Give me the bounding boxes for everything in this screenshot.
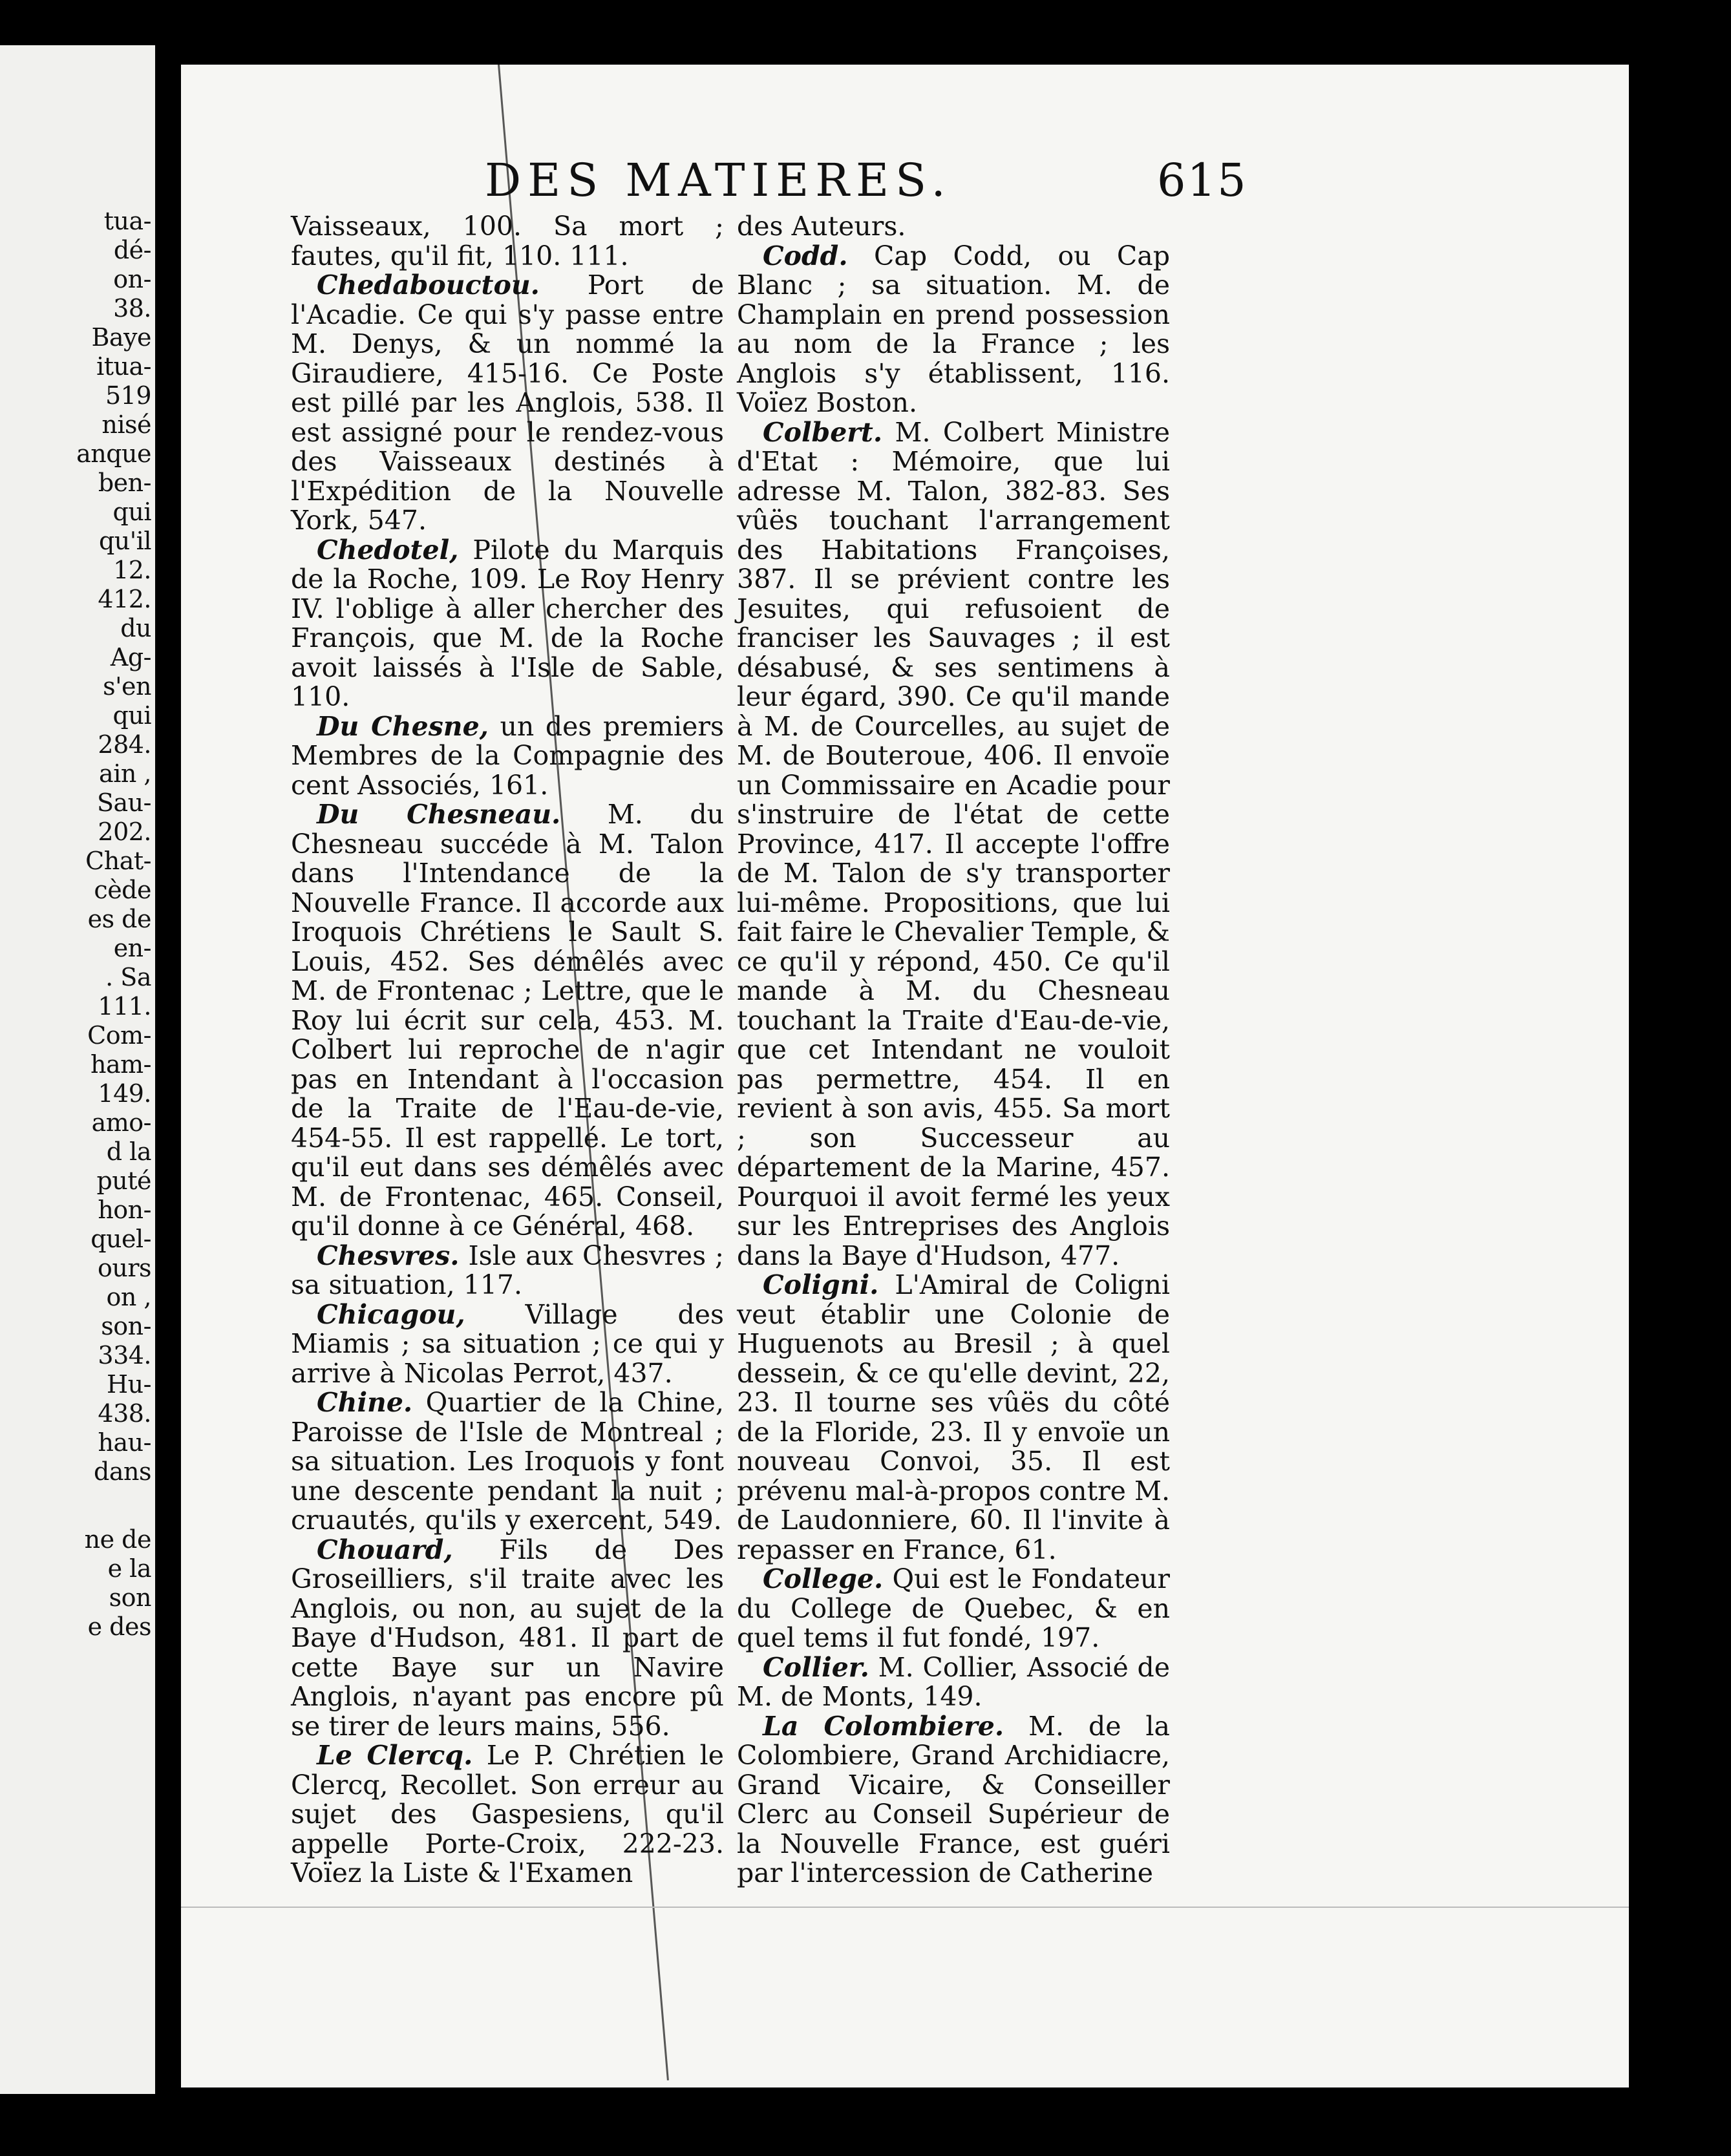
index-entry-heading: Chicagou, [317, 1298, 465, 1330]
facing-page-fragment-line: ne de [84, 1525, 151, 1554]
running-header [181, 154, 1629, 206]
facing-page-fragment-line: quel- [90, 1225, 151, 1253]
facing-page-fragment-line: qui [112, 498, 151, 526]
index-entry-text: Le P. Chrétien le Clercq, Recollet. Son erreur au sujet des Gaspesiens, qu'il appelle Porte-Croix, 222-23. Voïez la Liste & l'Examen [291, 1740, 724, 1888]
index-entry-heading: Colbert. [763, 416, 883, 448]
index-entry [737, 418, 1170, 1271]
index-entry-text: Port de l'Acadie. Ce qui s'y passe entre M. Denys, & un nommé la Giraudiere, 415-16. Ce Poste est pillé par les Anglois, 538. Il est assigné pour le rendez-vous des Vaisseaux destinés à l'Expédition de la Nouvelle York, 547. [291, 270, 724, 536]
index-entry-text: L'Amiral de Coligni veut établir une Colonie de Huguenots au Bresil ; à quel dessein, & ce qu'elle devint, 22, 23. Il tourne ses vûës du côté de la Floride, 23. Il y envoïe un nouveau Convoi, 35. Il est prévenu mal-à-propos contre M. de Laudonniere, 60. Il l'invite à repasser en France, 61. [737, 1269, 1170, 1565]
index-entry-heading: Chedotel, [317, 534, 459, 565]
facing-page-fragment-line: on , [106, 1283, 151, 1311]
facing-page-fragment-line: son- [101, 1312, 151, 1340]
index-entry-text: M. de la Colombiere, Grand Archidiacre, Grand Vicaire, & Conseiller Clerc au Conseil Supérieur de la Nouvelle France, est guéri par l'intercession de Catherine [737, 1710, 1170, 1888]
index-entry-text: Cap Codd, ou Cap Blanc ; sa situation. M. de Champlain en prend possession au nom de la France ; les Anglois s'y établissent, 116. Voïez Boston. [737, 240, 1170, 418]
facing-page-fragment-line: nisé [101, 410, 151, 439]
facing-page-fragment-line: cède [94, 876, 151, 904]
index-entry [737, 242, 1170, 418]
index-entry-heading: Du Chesne, [317, 710, 489, 742]
facing-page-fragment-line: ain , [99, 759, 151, 788]
facing-page-fragment-line: e des [87, 1612, 151, 1641]
index-entry-heading: Chine. [317, 1387, 413, 1418]
index-entry-heading: Collier. [763, 1651, 869, 1683]
facing-page-fragment-line: amo- [91, 1108, 151, 1137]
facing-page-fragment-line: es de [87, 905, 151, 933]
index-entry-heading: College. [763, 1563, 884, 1594]
index-entry [291, 1242, 724, 1300]
left-column [291, 212, 724, 1888]
facing-page-fragment-line: e la [107, 1554, 151, 1583]
index-entry [291, 800, 724, 1242]
index-entry [737, 1712, 1170, 1888]
page-title: DES MATIERES. [485, 154, 952, 207]
facing-page-fragment-line: 149. [98, 1079, 151, 1108]
index-entry-text: Qui est le Fondateur du College de Quebec, & en quel tems il fut fondé, 197. [737, 1563, 1170, 1653]
index-entry-text: Isle aux Chesvres ; sa situation, 117. [291, 1240, 724, 1300]
facing-page-fragment-line: 334. [98, 1341, 151, 1369]
index-entry [291, 212, 724, 271]
index-entry [291, 712, 724, 801]
facing-page-fragment-line: Com- [87, 1021, 151, 1050]
index-entry-heading: Coligni. [763, 1269, 879, 1300]
facing-page-fragment-line: hon- [98, 1196, 151, 1224]
facing-page-fragment-line: 38. [113, 294, 151, 322]
facing-page-fragment-line: itua- [96, 352, 151, 381]
index-entry-heading: Chedabouctou. [317, 270, 540, 301]
facing-page-fragment-line: ben- [98, 469, 151, 497]
facing-page-fragment-line: qui [112, 701, 151, 730]
facing-page-fragment-line: 202. [98, 818, 151, 846]
facing-page-fragment-line: on- [113, 265, 151, 293]
index-entry [291, 1741, 724, 1888]
facing-page-fragment-line: tua- [103, 207, 151, 235]
facing-page-fragment-line: 111. [98, 992, 151, 1020]
index-entry [291, 1536, 724, 1742]
facing-page-fragment-line: s'en [103, 672, 151, 701]
index-entry-text: Pilote du Marquis de la Roche, 109. Le Roy Henry IV. l'oblige à aller chercher des François, que M. de la Roche avoit laissés à l'Isle de Sable, 110. [291, 534, 724, 712]
index-entry-heading: Le Clercq. [317, 1740, 473, 1771]
index-entry-heading: Chouard, [317, 1534, 453, 1565]
index-entry-heading: Codd. [763, 240, 848, 271]
index-entry [737, 1271, 1170, 1565]
index-entry [737, 1565, 1170, 1653]
facing-page-fragment-line: Sau- [96, 788, 151, 817]
facing-page-fragment-line: 284. [98, 730, 151, 759]
index-entry-text: M. du Chesneau succéde à M. Talon dans l'Intendance de la Nouvelle France. Il accorde aux Iroquois Chrétiens le Sault S. Louis, 452. Ses démêlés avec M. de Frontenac ; Lettre, que le Roy lui écrit sur cela, 453. M. Colbert lui reproche de n'agir pas en Intendant à l'occasion de la Traite de l'Eau-de-vie, 454-55. Il est rappellé. Le tort, qu'il eut dans ses démêlés avec M. de Frontenac, 465. Conseil, qu'il donne à ce Général, 468. [291, 799, 724, 1242]
index-entry [737, 1653, 1170, 1712]
index-entry-heading: La Colombiere. [763, 1710, 1004, 1742]
index-entry-heading: Chesvres. [317, 1240, 460, 1271]
right-column [737, 212, 1170, 1888]
facing-page-fragment-line: puté [96, 1167, 151, 1195]
index-entry-heading: Du Chesneau. [317, 799, 561, 830]
index-entry-text: un des premiers Membres de la Compagnie des cent Associés, 161. [291, 710, 724, 801]
facing-page-fragment-line: Ag- [110, 643, 151, 671]
index-entry-text: Vaisseaux, 100. Sa mort ; fautes, qu'il fit, 110. 111. [291, 211, 724, 271]
facing-page-fragment-line: ours [97, 1254, 151, 1282]
index-entry [291, 1300, 724, 1389]
facing-page-fragment-line: 12. [113, 556, 151, 584]
facing-page-fragment-line: Baye [91, 323, 151, 352]
facing-page-fragment-line: dans [94, 1457, 151, 1486]
index-entry [291, 1388, 724, 1536]
index-entry-text: M. Collier, Associé de M. de Monts, 149. [737, 1651, 1170, 1712]
facing-page-fragment-line: qu'il [98, 527, 151, 555]
facing-page-fragment-line: Chat- [85, 847, 151, 875]
index-entry-text: Village des Miamis ; sa situation ; ce qui y arrive à Nicolas Perrot, 437. [291, 1298, 724, 1389]
index-entry [291, 536, 724, 712]
index-entry [737, 212, 1170, 242]
facing-page-fragment-line: anque [76, 439, 151, 468]
facing-page-fragment-line: du [120, 614, 151, 642]
index-entry [291, 271, 724, 536]
facing-page-fragment-line: en- [113, 934, 151, 962]
index-entry-text: Quartier de la Chine, Paroisse de l'Isle de Montreal ; sa situation. Les Iroquois y font une descente pendant la nuit ; cruautés, qu'ils y exercent, 549. [291, 1387, 724, 1536]
book-page [181, 65, 1629, 2087]
facing-page-fragment-line: ham- [90, 1050, 151, 1079]
facing-page-fragment-line: son [109, 1583, 151, 1612]
index-entry-text: Fils de Des Groseilliers, s'il traite avec les Anglois, ou non, au sujet de la Baye d'Hudson, 481. Il part de cette Baye sur un Navire Anglois, n'ayant pas encore pû se tirer de leurs mains, 556. [291, 1534, 724, 1742]
facing-page-fragment [0, 45, 155, 2094]
facing-page-fragment-line: 519 [105, 381, 151, 410]
index-entry-text: M. Colbert Ministre d'Etat : Mémoire, que lui adresse M. Talon, 382-83. Ses vûës touchant l'arrangement des Habitations Françoises, 387. Il se prévient contre les Jesuites, qui refusoient de franciser les Sauvages ; il est désabusé, & ses sentimens à leur égard, 390. Ce qu'il mande à M. de Courcelles, au sujet de M. de Bouteroue, 406. Il envoïe un Commissaire en Acadie pour s'instruire de l'état de cette Province, 417. Il accepte l'offre de M. Talon de s'y transporter lui-même. Propositions, que lui fait faire le Chevalier Temple, & ce qu'il y répond, 450. Ce qu'il mande à M. du Chesneau touchant la Traite d'Eau-de-vie, que cet Intendant ne vouloit pas permettre, 454. Il en revient à son avis, 455. Sa mort ; son Successeur au département de la Marine, 457. Pourquoi il avoit fermé les yeux sur les Entreprises des Anglois dans la Baye d'Hudson, 477. [737, 416, 1170, 1271]
facing-page-fragment-line: dé- [113, 236, 151, 264]
page-number: 615 [1157, 154, 1248, 207]
facing-page-fragment-line: Hu- [107, 1370, 151, 1399]
index-entry-text: des Auteurs. [737, 211, 906, 242]
facing-page-fragment-line: 412. [98, 585, 151, 613]
facing-page-fragment-line: hau- [98, 1428, 151, 1457]
facing-page-fragment-line: d la [106, 1137, 151, 1166]
page-edge-line [181, 1907, 1629, 1908]
facing-page-fragment-line: . Sa [105, 963, 151, 991]
facing-page-fragment-line: 438. [98, 1399, 151, 1428]
